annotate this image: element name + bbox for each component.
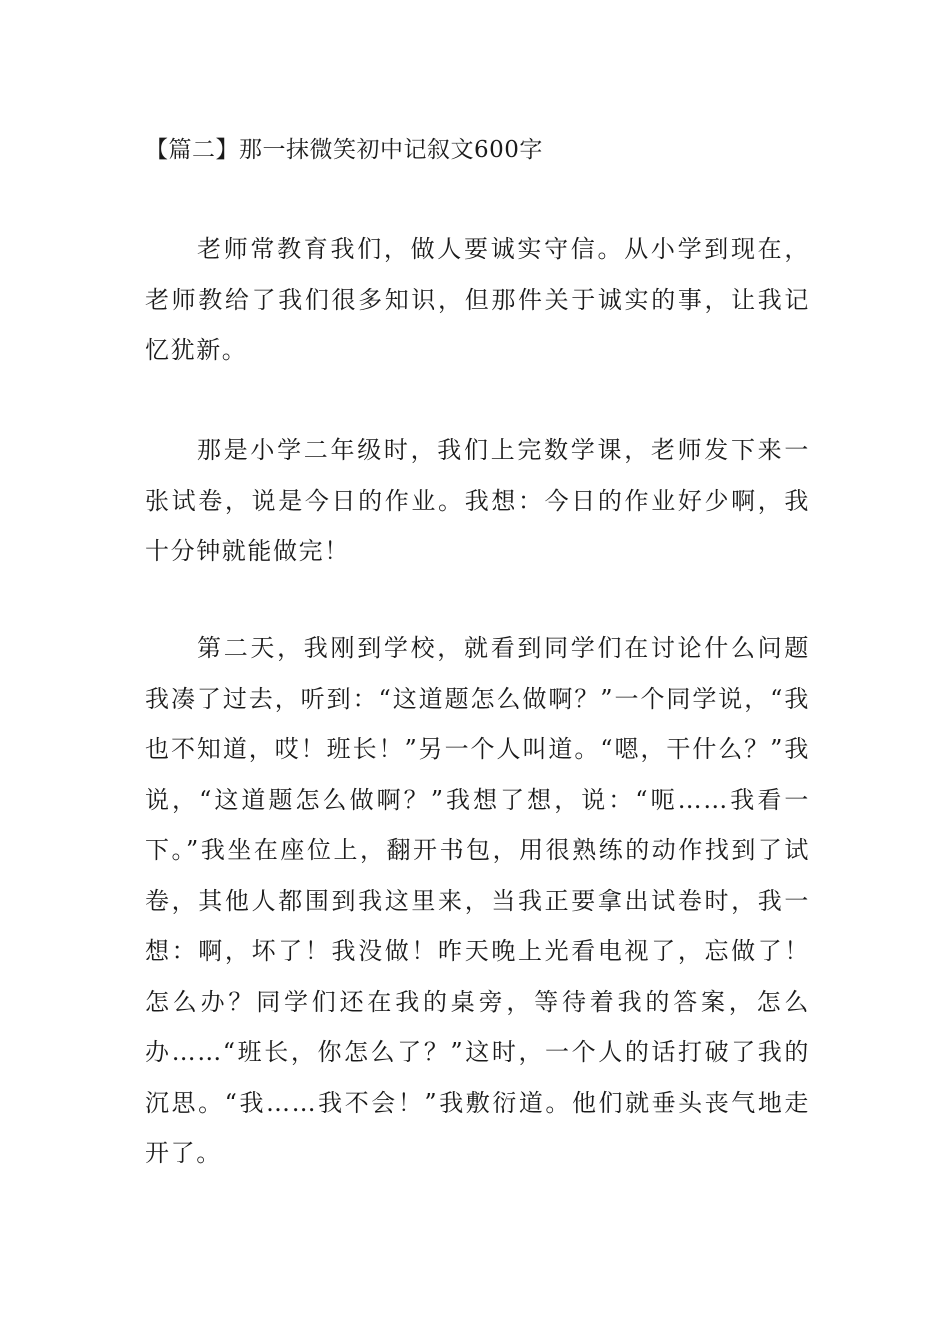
- paragraph-2: 那是小学二年级时，我们上完数学课，老师发下来一张试卷，说是今日的作业。我想：今日的作业好少啊，我十分钟就能做完！: [145, 436, 810, 565]
- paragraph-1: 老师常教育我们，做人要诚实守信。从小学到现在，老师教给了我们很多知识，但那件关于诚实的事，让我记忆犹新。: [145, 235, 810, 364]
- paragraph-3: 第二天，我刚到学校，就看到同学们在讨论什么问题我凑了过去，听到：“这道题怎么做啊？”一个同学说，“我也不知道，哎！班长！”另一个人叫道。“嗯，干什么？”我说，“这道题怎么做啊？”我想了想，说：“呃……我看一下。”我坐在座位上，翻开书包，用很熟练的动作找到了试卷，其他人都围到我这里来，当我正要拿出试卷时，我一想：啊，坏了！我没做！昨天晚上光看电视了，忘做了！怎么办？同学们还在我的桌旁，等待着我的答案，怎么办……“班长，你怎么了？”这时，一个人的话打破了我的沉思。“我……我不会！”我敷衍道。他们就垂头丧气地走开了。: [145, 634, 810, 1167]
- article-title: 【篇二】那一抹微笑初中记叙文600字: [145, 137, 543, 163]
